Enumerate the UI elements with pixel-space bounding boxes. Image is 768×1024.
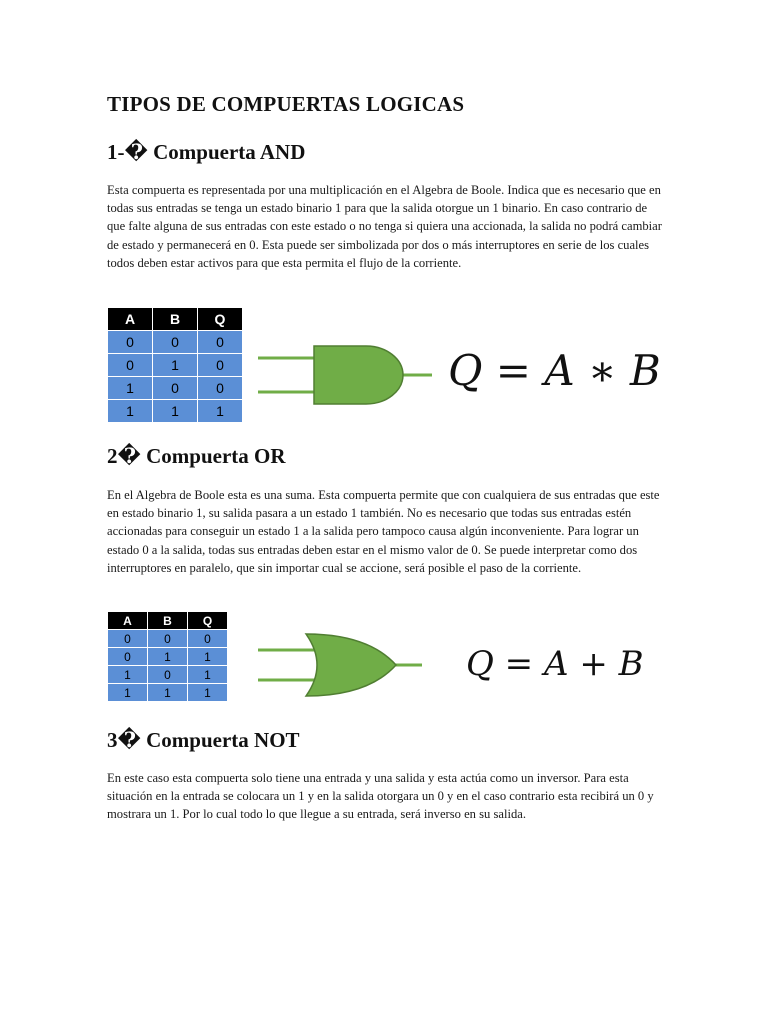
table-cell: 0	[153, 377, 198, 400]
table-cell: 1	[153, 400, 198, 423]
table-header-cell: Q	[198, 308, 243, 331]
table-row	[108, 377, 243, 400]
table-row	[108, 648, 228, 666]
table-cell: 1	[198, 400, 243, 423]
heading-or: 2� Compuerta OR	[107, 444, 286, 468]
table-cell: 0	[198, 377, 243, 400]
table-cell: 0	[108, 648, 148, 666]
table-cell: 1	[148, 684, 188, 702]
table-cell: 0	[108, 630, 148, 648]
table-header-cell: Q	[188, 612, 228, 630]
table-cell: 1	[148, 648, 188, 666]
or-formula: Q = A + B	[466, 644, 644, 684]
table-cell: 1	[108, 400, 153, 423]
table-cell: 0	[153, 331, 198, 354]
table-row	[108, 684, 228, 702]
table-cell: 1	[108, 377, 153, 400]
or-gate-icon	[256, 630, 426, 700]
truth-table-or	[107, 611, 228, 702]
table-header-row	[108, 612, 228, 630]
and-gate-icon	[256, 340, 436, 410]
table-cell: 0	[108, 354, 153, 377]
paragraph-or: En el Algebra de Boole esta es una suma. Esta compuerta permite que con cualquiera de sus entradas que este en estado binario 1, su salida pasara a un estado 1 también. No es necesario que todas sus entradas estén accionadas para conseguir un estado 1 a la salida pero tampoco causa algún inconveniente. Para lograr un estado 0 a la salida, todas sus entradas deben estar en el mismo valor de 0. Se puede interpretar como dos interruptores en paralelo, que sin importar cual se accione, será posible el paso de la corriente.	[107, 488, 660, 575]
table-cell: 1	[188, 648, 228, 666]
table-cell: 1	[153, 354, 198, 377]
and-formula: Q = A ∗ B	[448, 346, 661, 395]
paragraph-and: Esta compuerta es representada por una multiplicación en el Algebra de Boole. Indica que es necesario que en todas sus entradas se tenga un estado binario 1 para que la salida otorgue un 1 binario. En caso contrario de que falte alguna de sus entradas con este estado o no tenga si quiera una accionada, la salida no podrá cambiar de estado y permanecerá en 0. Esta puede ser simbolizada por dos o más interruptores en serie de los cuales todos deben estar activos para que esta permita el flujo de la corriente.	[107, 183, 662, 270]
table-cell: 1	[108, 684, 148, 702]
document-title: TIPOS DE COMPUERTAS LOGICAS	[107, 92, 465, 116]
table-cell: 0	[148, 630, 188, 648]
table-row	[108, 400, 243, 423]
table-header-cell: A	[108, 612, 148, 630]
table-cell: 1	[188, 684, 228, 702]
heading-and: 1-� Compuerta AND	[107, 140, 306, 164]
table-header-cell: A	[108, 308, 153, 331]
table-cell: 1	[188, 666, 228, 684]
table-row	[108, 331, 243, 354]
table-row	[108, 666, 228, 684]
table-cell: 1	[108, 666, 148, 684]
table-header-row	[108, 308, 243, 331]
table-header-cell: B	[153, 308, 198, 331]
table-cell: 0	[108, 331, 153, 354]
table-cell: 0	[188, 630, 228, 648]
table-cell: 0	[198, 354, 243, 377]
table-header-cell: B	[148, 612, 188, 630]
table-row	[108, 630, 228, 648]
table-cell: 0	[148, 666, 188, 684]
heading-not: 3� Compuerta NOT	[107, 728, 300, 752]
table-row	[108, 354, 243, 377]
table-cell: 0	[198, 331, 243, 354]
paragraph-not: En este caso esta compuerta solo tiene una entrada y una salida y esta actúa como un inversor. Para esta situación en la entrada se colocara un 1 y en la salida otorgara un 0 y en el caso contrario esta recibirá un 0 y mostrara un 1. Por lo cual todo lo que llegue a su entrada, será inverso en su salida.	[107, 771, 654, 822]
truth-table-and	[107, 307, 243, 423]
